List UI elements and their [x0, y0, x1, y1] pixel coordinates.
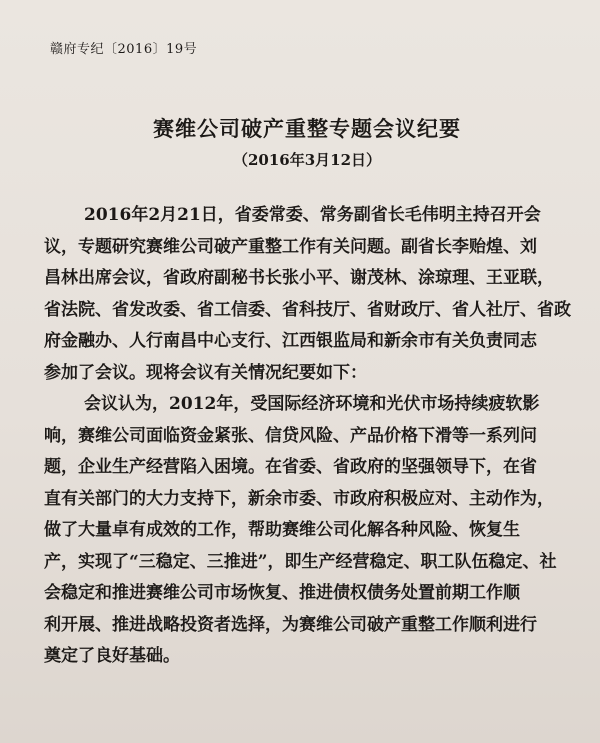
paragraph-line: 省法院、省发改委、省工信委、省科技厅、省财政厅、省人社厅、省政	[44, 299, 571, 320]
paragraph-line: 府金融办、人行南昌中心支行、江西银监局和新余市有关负责同志	[44, 331, 537, 351]
document-title: 赛维公司破产重整专题会议纪要	[153, 116, 461, 141]
paragraph-line: 会稳定和推进赛维公司市场恢复、推进债权债务处置前期工作顺	[44, 583, 520, 603]
paragraph-line: 议，专题研究赛维公司破产重整工作有关问题。副省长李贻煌、刘	[44, 236, 537, 257]
paragraph-line: 直有关部门的大力支持下，新余市委、市政府积极应对、主动作为，	[44, 488, 554, 509]
paragraph-line: 会议认为，2012年，受国际经济环境和光伏市场持续疲软影	[84, 394, 540, 414]
paragraph-line: 产，实现了“三稳定、三推进”，即生产经营稳定、职工队伍稳定、社	[44, 551, 557, 572]
paragraph-2	[44, 389, 570, 673]
paragraph-1	[44, 200, 570, 389]
paragraph-line: 题，企业生产经营陷入困境。在省委、省政府的坚强领导下，在省	[44, 457, 537, 477]
paragraph-line: 利开展、推进战略投资者选择，为赛维公司破产重整工作顺利进行	[44, 614, 537, 635]
paragraph-line: 2016年2月21日，省委常委、常务副省长毛伟明主持召开会	[84, 205, 541, 225]
paragraph-line: 做了大量卓有成效的工作，帮助赛维公司化解各种风险、恢复生	[44, 520, 520, 540]
paragraph-line: 昌林出席会议，省政府副秘书长张小平、谢茂林、涂琼理、王亚联，	[44, 268, 554, 288]
document-number: 赣府专纪〔2016〕19号	[50, 42, 198, 57]
paragraph-line: 参加了会议。现将会议有关情况纪要如下：	[44, 362, 367, 383]
document-date: （2016年3月12日）	[232, 151, 382, 169]
paragraph-line: 响，赛维公司面临资金紧张、信贷风险、产品价格下滑等一系列问	[44, 425, 537, 446]
paragraph-line: 奠定了良好基础。	[44, 646, 180, 666]
